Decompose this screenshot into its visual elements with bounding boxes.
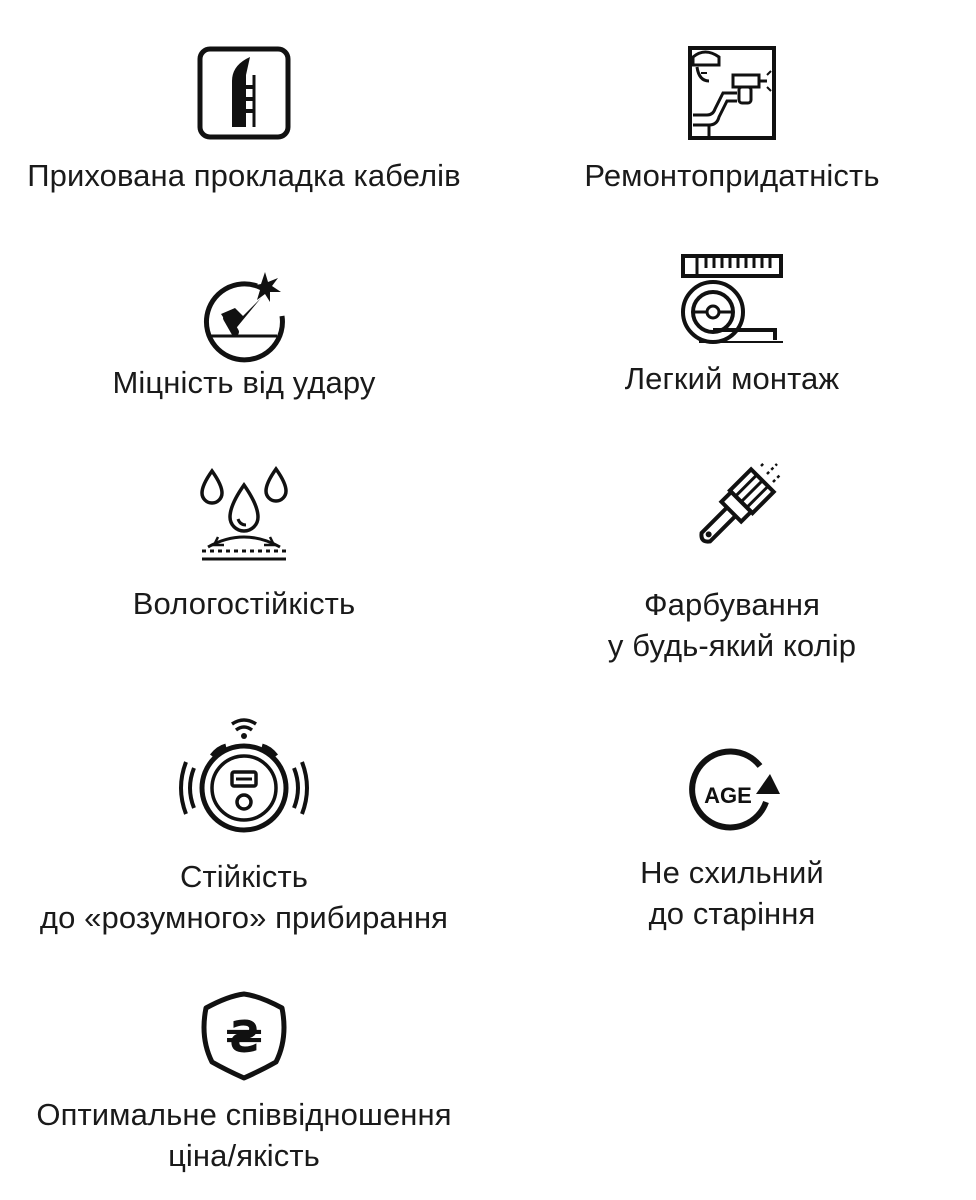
tape-measure-icon [679,250,785,344]
feature-label: Фарбування у будь-який колір [607,587,857,663]
feature-robot-cleaning [0,712,488,938]
feature-label: Міцність від удару [112,365,376,400]
feature-label: Вологостійкість [132,586,356,621]
feature-moisture [0,467,488,624]
feature-painting [488,460,976,666]
feature-repairability [488,45,976,196]
feature-label: Легкий монтаж [624,361,840,396]
water-drops-icon [198,467,290,565]
age-arrow-icon [684,748,780,838]
feature-label: Оптимальне співвідношення ціна/якість [36,1097,452,1173]
feature-label: Прихована прокладка кабелів [27,158,461,193]
feature-hidden-cable [0,45,488,196]
feature-no-aging [488,748,976,934]
cable-channel-icon [196,45,292,141]
currency-symbol: ₴ [225,1012,263,1063]
feature-easy-install [488,250,976,399]
repair-worker-icon [687,45,777,141]
paint-brush-icon [681,460,783,562]
feature-impact-strength [0,268,488,403]
hryvnia-shield-icon [198,990,290,1082]
feature-label: Ремонтопридатність [584,158,880,193]
age-badge-text: AGE [704,783,752,808]
feature-label: Стійкість до «розумного» прибирання [39,859,449,935]
impact-check-icon [199,268,289,354]
feature-label: Не схильний до старіння [640,855,824,931]
feature-price-quality [0,990,488,1176]
robot-vacuum-icon [182,712,306,836]
